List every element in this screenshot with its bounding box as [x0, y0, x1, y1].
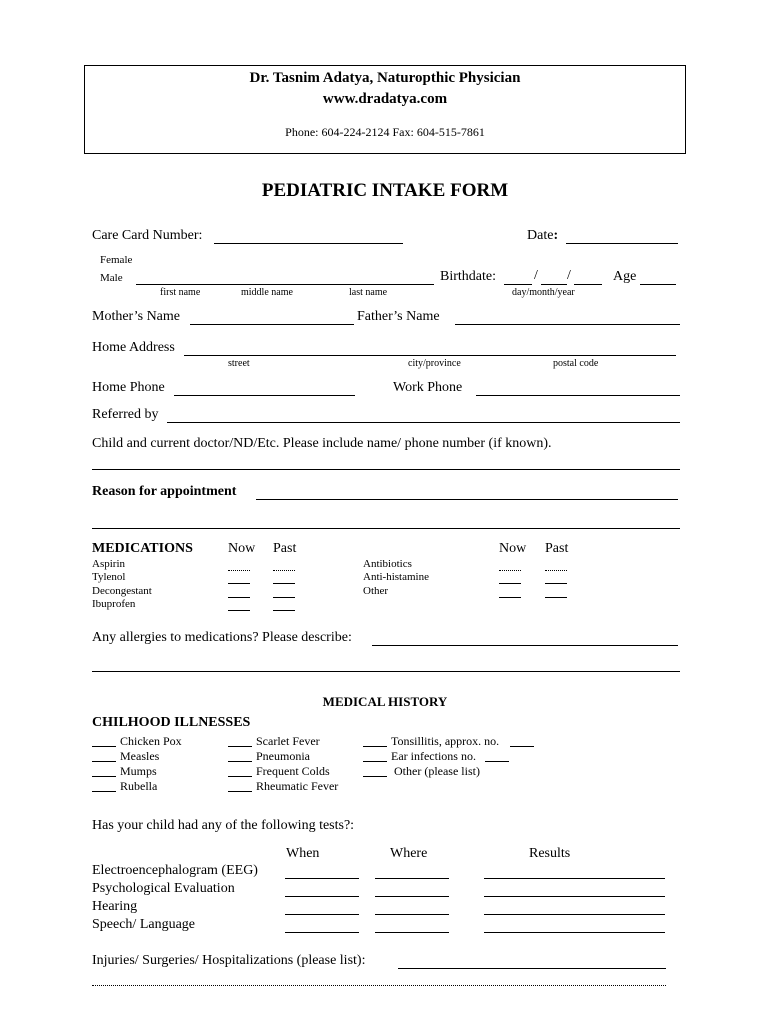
illness-rubella: Rubella — [120, 779, 158, 793]
tests-prompt: Has your child had any of the following tests?: — [92, 818, 355, 833]
illness-other: Other (please list) — [391, 764, 480, 778]
antibiotics-past[interactable] — [545, 570, 567, 571]
birthdate-sep-2: / — [567, 268, 571, 283]
referred-by-label: Referred by — [92, 407, 159, 422]
tonsillitis-check[interactable] — [363, 746, 387, 747]
middle-name-caption: middle name — [241, 287, 293, 298]
med-tylenol: Tylenol — [92, 571, 126, 583]
first-name-caption: first name — [160, 287, 201, 298]
birth-month-field[interactable] — [541, 284, 567, 285]
illness-chicken-pox: Chicken Pox — [120, 734, 182, 748]
street-caption: street — [228, 358, 250, 369]
past-header-left: Past — [273, 541, 297, 556]
home-address-label: Home Address — [92, 340, 175, 355]
male-option[interactable]: Male — [100, 272, 123, 284]
reason-field[interactable] — [256, 499, 678, 500]
med-antibiotics: Antibiotics — [363, 558, 412, 570]
scarlet-fever-check[interactable] — [228, 746, 252, 747]
test-psych-eval: Psychological Evaluation — [92, 881, 235, 896]
psych-when[interactable] — [285, 896, 359, 897]
childhood-illnesses-heading: CHILHOOD ILLNESSES — [92, 715, 251, 730]
speech-results[interactable] — [484, 932, 665, 933]
allergies-label: Any allergies to medications? Please describe: — [92, 630, 352, 645]
med-ibuprofen: Ibuprofen — [92, 598, 136, 610]
rubella-check[interactable] — [92, 791, 116, 792]
eeg-when[interactable] — [285, 878, 359, 879]
antihistamine-past[interactable] — [545, 583, 567, 584]
clinic-contact: Phone: 604-224-2124 Fax: 604-515-7861 — [285, 125, 485, 139]
age-field[interactable] — [640, 284, 676, 285]
chicken-pox-check[interactable] — [92, 746, 116, 747]
child-name-field[interactable] — [136, 284, 434, 285]
illness-tonsillitis: Tonsillitis, approx. no. — [391, 734, 500, 748]
mumps-check[interactable] — [92, 776, 116, 777]
work-phone-field[interactable] — [476, 395, 680, 396]
injuries-field-2[interactable] — [92, 985, 666, 986]
ibuprofen-now[interactable] — [228, 610, 250, 611]
illness-mumps: Mumps — [120, 764, 157, 778]
doctor-name: Dr. Tasnim Adatya, Naturopthic Physician — [249, 70, 521, 86]
birth-day-field[interactable] — [504, 284, 532, 285]
clinic-website: www.dradatya.com — [322, 91, 448, 107]
aspirin-past[interactable] — [273, 570, 295, 571]
date-label: Date: — [527, 228, 559, 243]
medications-heading: MEDICATIONS — [92, 541, 193, 556]
aspirin-now[interactable] — [228, 570, 250, 571]
referred-by-field[interactable] — [167, 422, 680, 423]
antihistamine-now[interactable] — [499, 583, 521, 584]
other-med-now[interactable] — [499, 597, 521, 598]
injuries-field[interactable] — [398, 968, 666, 969]
home-address-field[interactable] — [184, 355, 676, 356]
clinic-header-box — [84, 65, 686, 154]
med-decongestant: Decongestant — [92, 585, 152, 597]
when-header: When — [286, 846, 320, 861]
now-header-right: Now — [499, 541, 527, 556]
eeg-where[interactable] — [375, 878, 449, 879]
hearing-where[interactable] — [375, 914, 449, 915]
birth-year-field[interactable] — [574, 284, 602, 285]
female-option[interactable]: Female — [100, 254, 133, 266]
med-antihistamine: Anti-histamine — [363, 571, 429, 583]
hearing-when[interactable] — [285, 914, 359, 915]
mother-name-label: Mother’s Name — [92, 309, 180, 324]
illness-frequent-colds: Frequent Colds — [256, 764, 330, 778]
birthdate-label: Birthdate: — [440, 269, 496, 284]
other-med-past[interactable] — [545, 597, 567, 598]
illness-scarlet-fever: Scarlet Fever — [256, 734, 320, 748]
date-field[interactable] — [566, 243, 678, 244]
results-header: Results — [529, 846, 571, 861]
med-other: Other — [363, 585, 389, 597]
speech-when[interactable] — [285, 932, 359, 933]
pneumonia-check[interactable] — [228, 761, 252, 762]
allergies-field-2[interactable] — [92, 671, 680, 672]
test-speech: Speech/ Language — [92, 917, 196, 932]
illness-pneumonia: Pneumonia — [256, 749, 310, 763]
tylenol-now[interactable] — [228, 583, 250, 584]
care-card-field[interactable] — [214, 243, 403, 244]
birthdate-sep-1: / — [534, 268, 538, 283]
hearing-results[interactable] — [484, 914, 665, 915]
eeg-results[interactable] — [484, 878, 665, 879]
speech-where[interactable] — [375, 932, 449, 933]
illness-ear-infections: Ear infections no. — [391, 749, 476, 763]
last-name-caption: last name — [349, 287, 388, 298]
city-caption: city/province — [408, 358, 461, 369]
test-eeg: Electroencephalogram (EEG) — [92, 863, 258, 878]
medical-history-heading: MEDICAL HISTORY — [322, 694, 448, 709]
current-doctor-prompt: Child and current doctor/ND/Etc. Please include name/ phone number (if known). — [92, 436, 552, 451]
tonsillitis-count-field[interactable] — [510, 746, 534, 747]
injuries-label: Injuries/ Surgeries/ Hospitalizations (please list): — [92, 953, 366, 968]
where-header: Where — [390, 846, 428, 861]
postal-caption: postal code — [553, 358, 599, 369]
father-name-field[interactable] — [455, 324, 680, 325]
other-illness-check[interactable] — [363, 776, 387, 777]
frequent-colds-check[interactable] — [228, 776, 252, 777]
form-title: PEDIATRIC INTAKE FORM — [261, 180, 509, 201]
allergies-field[interactable] — [372, 645, 678, 646]
father-name-label: Father’s Name — [357, 309, 440, 324]
antibiotics-now[interactable] — [499, 570, 521, 571]
tylenol-past[interactable] — [273, 583, 295, 584]
past-header-right: Past — [545, 541, 569, 556]
home-phone-field[interactable] — [174, 395, 355, 396]
psych-where[interactable] — [375, 896, 449, 897]
dmy-caption: day/month/year — [512, 287, 575, 298]
current-doctor-field[interactable] — [92, 469, 680, 470]
illness-rheumatic-fever: Rheumatic Fever — [256, 779, 339, 793]
mother-name-field[interactable] — [190, 324, 354, 325]
ear-infections-count-field[interactable] — [485, 761, 509, 762]
work-phone-label: Work Phone — [393, 380, 463, 395]
ibuprofen-past[interactable] — [273, 610, 295, 611]
ear-infections-check[interactable] — [363, 761, 387, 762]
decongestant-past[interactable] — [273, 597, 295, 598]
home-phone-label: Home Phone — [92, 380, 165, 395]
care-card-label: Care Card Number: — [92, 228, 203, 243]
test-hearing: Hearing — [92, 899, 138, 914]
reason-field-2[interactable] — [92, 528, 680, 529]
now-header-left: Now — [228, 541, 256, 556]
illness-measles: Measles — [120, 749, 160, 763]
reason-label: Reason for appointment — [92, 484, 237, 499]
rheumatic-fever-check[interactable] — [228, 791, 252, 792]
decongestant-now[interactable] — [228, 597, 250, 598]
med-aspirin: Aspirin — [92, 558, 125, 570]
psych-results[interactable] — [484, 896, 665, 897]
age-label: Age — [613, 269, 637, 284]
measles-check[interactable] — [92, 761, 116, 762]
